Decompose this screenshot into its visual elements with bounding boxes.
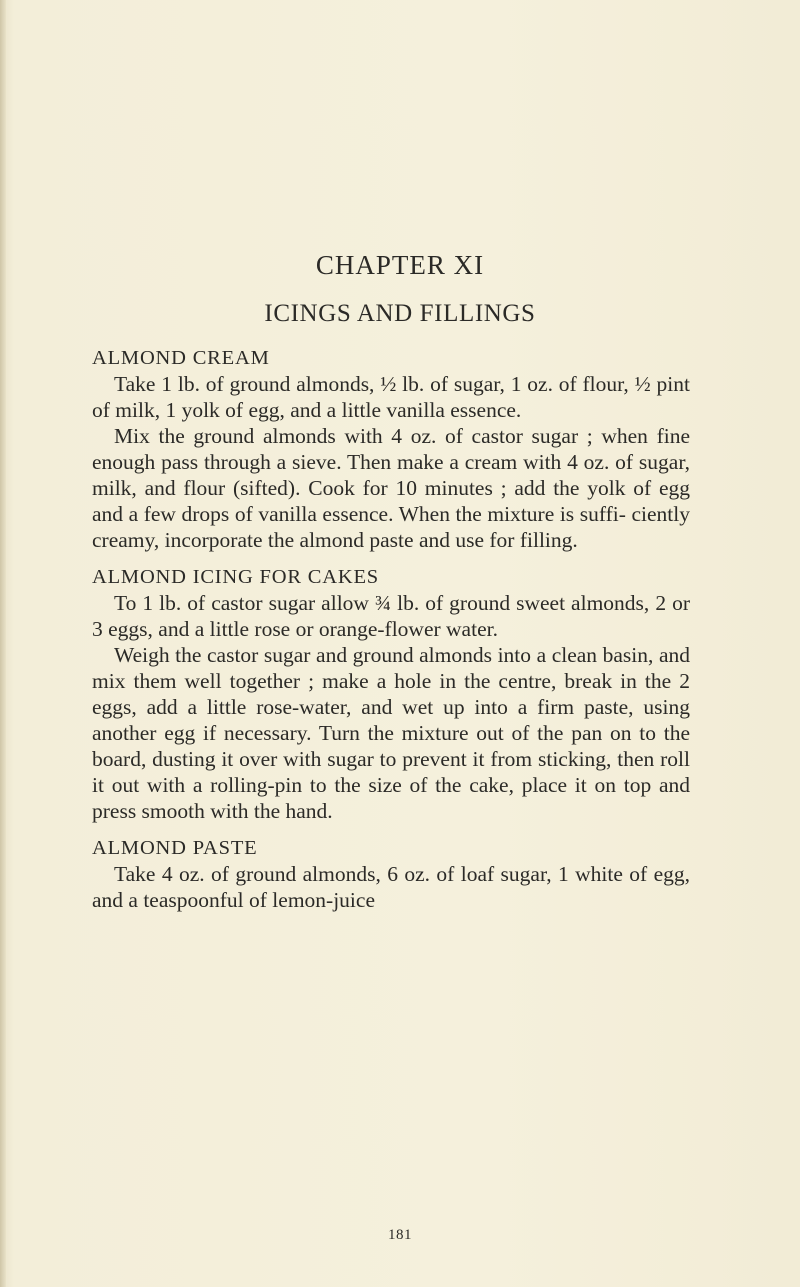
recipe-paragraph: Mix the ground almonds with 4 oz. of castor sugar ; when fine enough pass through a sieve. Then make a cream with 4 oz. of sugar, milk, and flour (sifted). Cook for 10 minutes ; add the yolk of egg and a few drops of vanilla essence. When the mixture is suffi- ciently creamy, incorporate the almond paste and use for filling. [92, 424, 690, 552]
recipe-heading: ALMOND PASTE [92, 837, 258, 859]
recipe-paragraph: Take 1 lb. of ground almonds, ½ lb. of sugar, 1 oz. of flour, ½ pint of milk, 1 yolk of egg, and a little vanilla essence. [92, 372, 690, 422]
page-spine-shadow [0, 0, 6, 1287]
page-number: 181 [388, 1227, 412, 1243]
section-title: ICINGS AND FILLINGS [264, 300, 536, 327]
recipe-almond-icing [92, 564, 690, 824]
recipe-paragraph: Take 4 oz. of ground almonds, 6 oz. of loaf sugar, 1 white of egg, and a teaspoonful of lemon-juice [92, 862, 690, 912]
recipe-heading: ALMOND ICING FOR CAKES [92, 566, 379, 588]
page-body [92, 345, 690, 913]
recipe-paragraph: To 1 lb. of castor sugar allow ¾ lb. of ground sweet almonds, 2 or 3 eggs, and a little rose or orange-flower water. [92, 591, 690, 641]
recipe-almond-cream [92, 345, 690, 553]
recipe-paragraph: Weigh the castor sugar and ground almonds into a clean basin, and mix them well together ; make a hole in the centre, break in the 2 eggs, add a little rose-water, and wet up into a firm paste, using another egg if necessary. Turn the mixture out of the pan on to the board, dusting it over with sugar to prevent it from sticking, then roll it out with a rolling-pin to the size of the cake, place it on top and press smooth with the hand. [92, 643, 690, 823]
chapter-heading: CHAPTER XI [315, 250, 485, 280]
recipe-heading: ALMOND CREAM [92, 347, 270, 369]
recipe-almond-paste [92, 835, 690, 913]
